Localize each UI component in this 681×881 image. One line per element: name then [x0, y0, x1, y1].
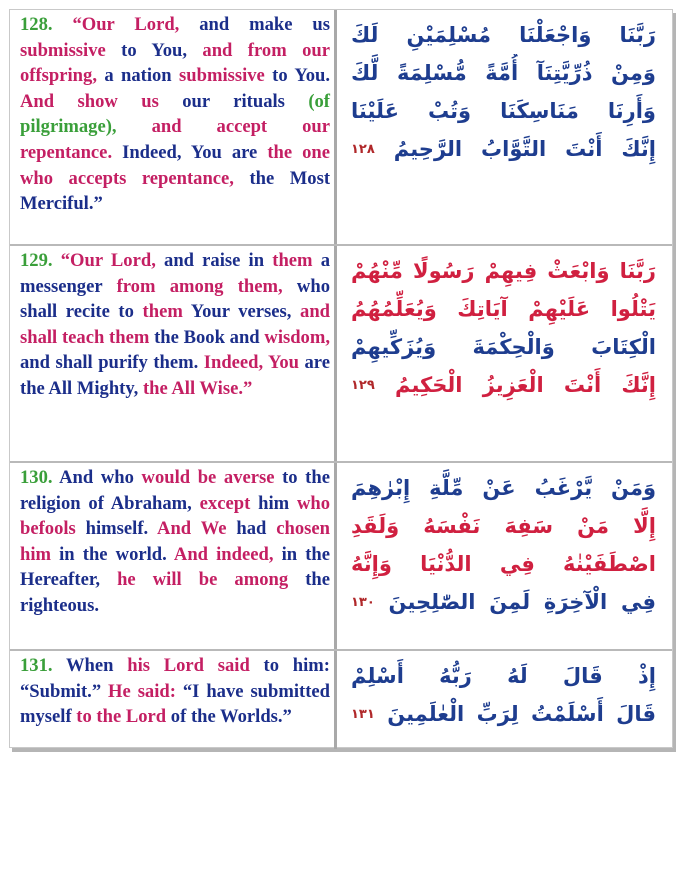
ayah-number-mark: ١٢٩ [351, 378, 375, 393]
arabic-line [351, 252, 656, 290]
arabic-line-text: اصْطَفَيْنٰهُ فِي الدُّنْيَا وَإِنَّهُ [351, 552, 656, 576]
translation-segment: to You, [105, 39, 203, 61]
arabic-text-130 [337, 463, 672, 649]
arabic-line [351, 657, 656, 695]
english-translation-130 [10, 463, 337, 649]
arabic-line-text: قَالَ أَسْلَمْتُ لِرَبِّ الْعٰلَمِينَ [387, 702, 656, 726]
translation-segment: to the Lord [76, 706, 167, 728]
english-translation-128 [10, 10, 337, 244]
arabic-line [351, 545, 656, 583]
translation-segment: to the religion of Abraham, [20, 467, 330, 514]
arabic-line [351, 583, 656, 622]
translation-segment: who befools [20, 492, 331, 540]
arabic-line-text: رَبَّنَا وَابْعَثْ فِيهِمْ رَسُولًا مِّنْهُمْ [351, 259, 656, 283]
translation-segment: 128. [20, 14, 73, 35]
verse-row-128 [10, 10, 672, 246]
translation-segment: his Lord said [127, 655, 250, 676]
translation-segment: our rituals [158, 90, 309, 112]
translation-segment: And We [157, 518, 227, 540]
translation-segment: had [226, 518, 277, 540]
arabic-line-text: وَأَرِنَا مَنَاسِكَنَا وَتُبْ عَلَيْنَا [351, 99, 656, 123]
translation-segment: who shall recite to [20, 275, 330, 323]
verse-row-129 [10, 246, 672, 463]
translation-segment: the one who accepts repentance, [20, 141, 330, 189]
arabic-line [351, 328, 656, 366]
arabic-line [351, 92, 656, 130]
translation-segment: in the Hereafter, [20, 543, 331, 591]
arabic-line [351, 54, 656, 92]
translation-segment: them [272, 250, 313, 271]
translation-segment: except [199, 492, 251, 514]
translation-segment: himself. [75, 518, 158, 540]
ayah-number-mark: ١٢٨ [351, 142, 375, 157]
arabic-line-text: إِذْ قَالَ لَهُ رَبُّهُ أَسْلِمْ [351, 664, 656, 688]
translation-segment: 130. [20, 467, 60, 488]
translation-segment: the Book and [154, 326, 265, 348]
ayah-number-mark: ١٣٠ [351, 595, 375, 610]
english-translation-129 [10, 246, 337, 461]
translation-segment: to You. [264, 65, 330, 87]
arabic-line-text: وَمِنْ ذُرِّيَّتِنَآ أُمَّةً مُّسْلِمَةً لَّكَ [351, 61, 656, 85]
translation-segment: them [104, 326, 155, 348]
arabic-line [351, 469, 656, 507]
arabic-text-128 [337, 10, 672, 244]
translation-segment: Your verses, [182, 301, 301, 323]
translation-segment: would be averse [141, 467, 275, 488]
translation-segment: Indeed, You are [112, 141, 268, 163]
translation-segment: (of pilgrimage), [20, 90, 330, 138]
arabic-line [351, 16, 656, 54]
verse-table [9, 9, 673, 748]
translation-segment: in the world. [51, 543, 174, 565]
verse-row-130 [10, 463, 672, 651]
ayah-number-mark: ١٣١ [351, 707, 375, 722]
translation-segment: and accept our repentance. [20, 116, 330, 163]
translation-segment: submissive [179, 65, 265, 87]
arabic-line [351, 130, 656, 169]
translation-segment: wisdom, [264, 326, 330, 348]
arabic-line [351, 507, 656, 545]
translation-segment: submissive [20, 39, 106, 61]
translation-segment: “I have submitted myself [20, 680, 330, 728]
translation-segment: And indeed, [173, 543, 274, 565]
arabic-text-131 [337, 651, 672, 749]
translation-segment: And who [59, 467, 142, 488]
arabic-line [351, 695, 656, 734]
arabic-line [351, 366, 656, 405]
verse-row-131 [10, 651, 672, 749]
translation-segment: are the All Mighty, [20, 352, 330, 399]
translation-segment: and shall purify them. [20, 352, 204, 374]
translation-segment: He said: [108, 680, 176, 702]
translation-segment: the All Wise.” [142, 377, 253, 399]
arabic-line-text: إِنَّكَ أَنْتَ التَّوَّابُ الرَّحِيمُ [393, 137, 656, 161]
translation-segment: and raise in [155, 250, 273, 271]
translation-segment: he will be among [117, 569, 289, 591]
translation-segment: to him: “Submit.” [20, 655, 330, 702]
arabic-line-text: يَتْلُوا عَلَيْهِمْ آيَاتِكَ وَيُعَلِّمُهُمُ [351, 297, 656, 321]
translation-segment: 129. [20, 250, 61, 271]
translation-segment: him [250, 492, 297, 514]
arabic-line-text: وَمَنْ يَّرْغَبُ عَنْ مِّلَّةِ إِبْرٰهِمَ [351, 476, 656, 500]
arabic-line-text: فِي الْآخِرَةِ لَمِنَ الصّٰلِحِينَ [388, 590, 656, 614]
translation-segment: a nation [96, 65, 180, 87]
translation-segment: 131. [20, 655, 66, 676]
translation-segment: them [142, 301, 183, 323]
translation-segment: the Most Merciful.” [20, 167, 331, 215]
arabic-line-text: إِنَّكَ أَنْتَ الْعَزِيزُ الْحَكِيمُ [395, 373, 656, 397]
translation-segment: And show us [20, 90, 159, 112]
translation-segment: “Our Lord, [72, 14, 180, 35]
translation-segment: and make us [179, 14, 330, 35]
translation-segment: the righteous. [20, 569, 330, 616]
translation-segment: “Our Lord, [60, 250, 156, 271]
arabic-line-text: الْكِتَابَ وَالْحِكْمَةَ وَيُزَكِّيهِمْ [351, 335, 656, 359]
translation-segment: chosen him [20, 518, 331, 565]
translation-segment: and shall teach [20, 301, 330, 348]
translation-segment: and from our offspring, [20, 39, 330, 87]
arabic-line [351, 290, 656, 328]
translation-segment: Indeed, You [203, 352, 299, 374]
english-translation-131 [10, 651, 337, 749]
arabic-line-text: إِلَّا مَنْ سَفِهَ نَفْسَهُ وَلَقَدِ [351, 514, 656, 538]
translation-segment: When [65, 655, 128, 676]
translation-segment: of the Worlds.” [166, 706, 292, 728]
arabic-text-129 [337, 246, 672, 461]
translation-segment: from among them, [116, 275, 283, 297]
translation-segment: a messenger [20, 250, 331, 297]
arabic-line-text: رَبَّنَا وَاجْعَلْنَا مُسْلِمَيْنِ لَكَ [351, 23, 656, 47]
